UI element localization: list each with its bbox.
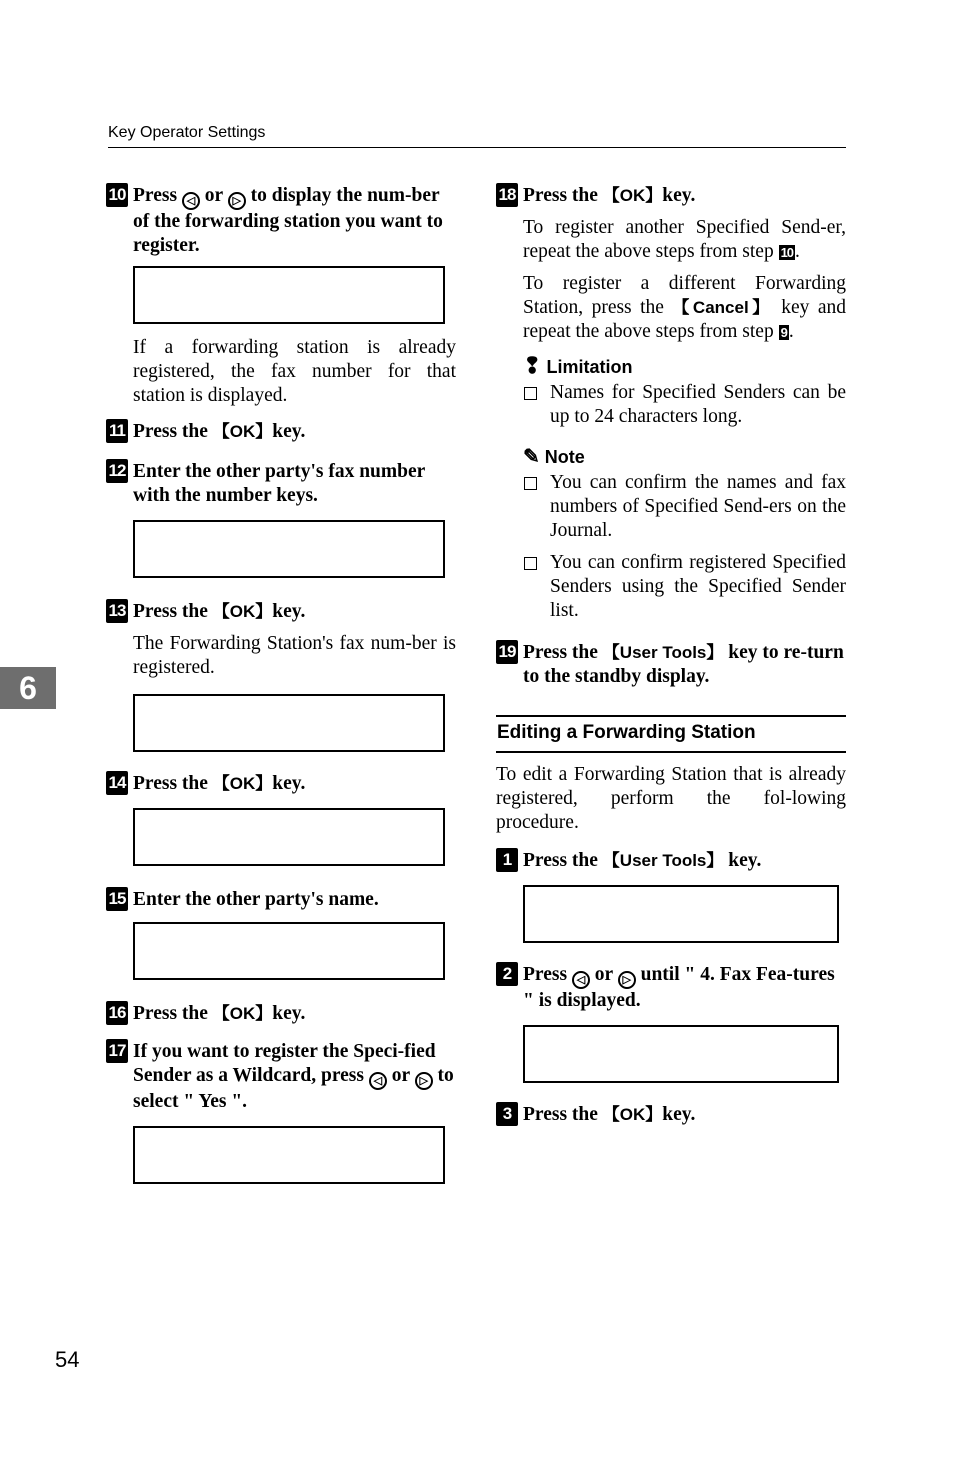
- lcd-display: [133, 520, 445, 578]
- step-number: 10: [106, 183, 128, 207]
- step-19: 19 Press the 【User Tools】 key to re-turn to the standby display.: [496, 641, 846, 689]
- right-arrow-icon: ▷: [415, 1072, 433, 1090]
- user-tools-key: 【User Tools】: [602, 643, 724, 662]
- lcd-display: [133, 922, 445, 980]
- step-13: 13 Press the 【OK】key.: [106, 600, 456, 624]
- right-arrow-icon: ▷: [228, 192, 246, 210]
- lcd-display: [133, 808, 445, 866]
- paragraph: The Forwarding Station's fax num-ber is registered.: [133, 633, 456, 678]
- step-14: 14 Press the 【OK】key.: [106, 772, 456, 796]
- pencil-icon: ✎: [523, 446, 540, 468]
- checkbox-icon: [524, 557, 537, 570]
- right-arrow-icon: ▷: [618, 971, 636, 989]
- checkbox-icon: [524, 387, 537, 400]
- checkbox-icon: [524, 477, 537, 490]
- step-16: 16 Press the 【OK】key.: [106, 1002, 456, 1026]
- step-ref: 9: [780, 325, 787, 340]
- section-heading: Editing a Forwarding Station: [496, 715, 846, 753]
- note-heading: ✎ Note: [523, 446, 585, 468]
- right-column: [496, 184, 846, 1135]
- paragraph: To register a different Forwarding Station, press the 【Cancel】 key and repeat the above steps from step 9 .: [523, 273, 847, 342]
- lcd-display: [523, 1025, 839, 1083]
- step-10: 10 Press ◁ or ▷ to display the num-ber of the forwarding station you want to register.: [106, 184, 456, 258]
- lcd-display: [133, 1126, 445, 1184]
- paragraph: To edit a Forwarding Station that is already registered, perform the fol-lowing procedure.: [496, 764, 846, 833]
- lcd-display: [133, 694, 445, 752]
- limitation-icon: ❢: [523, 353, 542, 378]
- left-arrow-icon: ◁: [369, 1072, 387, 1090]
- step-11: 11 Press the 【OK】key.: [106, 420, 456, 444]
- paragraph: To register another Specified Send-er, repeat the above steps from step 10 .: [523, 217, 846, 262]
- chapter-tab: 6: [0, 667, 56, 709]
- lcd-display: [523, 885, 839, 943]
- page-number: 54: [55, 1347, 80, 1372]
- cancel-key: 【Cancel】: [672, 298, 773, 317]
- limitation-item: Names for Specified Senders can be up to 24 characters long.: [496, 381, 846, 429]
- step-15: 15 Enter the other party's name.: [106, 888, 456, 912]
- step-18: 18 Press the 【OK】key.: [496, 184, 846, 208]
- edit-step-2: 2 Press ◁ or ▷ until " 4. Fax Fea-tures " is displayed.: [496, 963, 846, 1013]
- step-ref: 10: [780, 245, 794, 260]
- ok-key: 【OK】: [212, 422, 273, 441]
- left-arrow-icon: ◁: [572, 971, 590, 989]
- left-column: [106, 184, 456, 1200]
- running-header: Key Operator Settings: [108, 124, 266, 141]
- paragraph: If a forwarding station is already registered, the fax number for that station is displayed.: [133, 337, 456, 406]
- step-17: 17 If you want to register the Speci-fied Sender as a Wildcard, press ◁ or ▷ to select " Yes ".: [106, 1040, 456, 1114]
- step-12: 12 Enter the other party's fax number with the number keys.: [106, 460, 456, 508]
- limitation-heading: ❢ Limitation: [523, 353, 633, 378]
- edit-step-1: 1 Press the 【User Tools】 key.: [496, 849, 846, 873]
- note-item: You can confirm the names and fax numbers of Specified Send-ers on the Journal.: [496, 471, 846, 543]
- lcd-display: [133, 266, 445, 324]
- header-rule: [108, 147, 846, 148]
- left-arrow-icon: ◁: [182, 192, 200, 210]
- note-item: You can confirm registered Specified Senders using the Specified Sender list.: [496, 551, 846, 623]
- edit-step-3: 3 Press the 【OK】key.: [496, 1103, 846, 1127]
